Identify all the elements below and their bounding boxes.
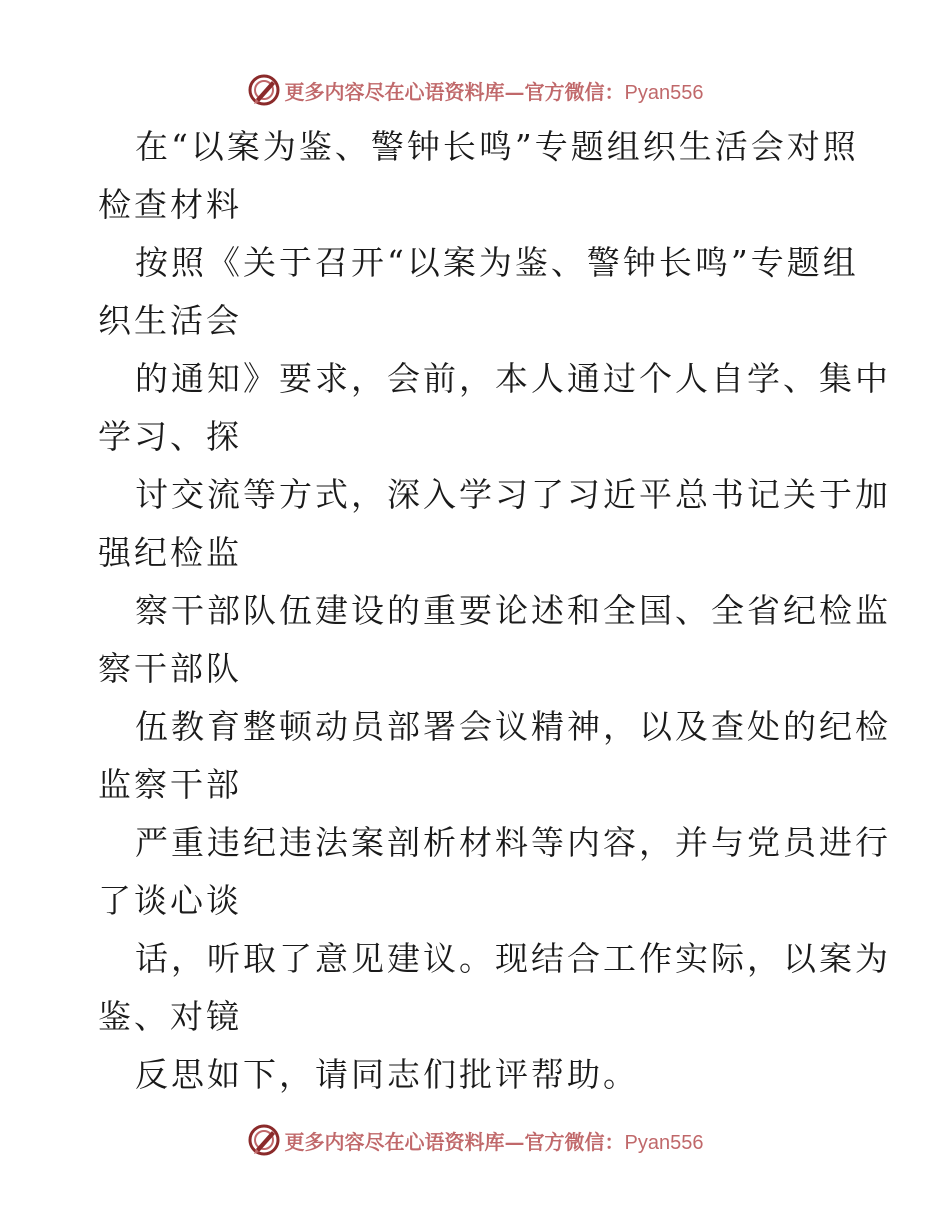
pen-logo-icon <box>247 1123 281 1157</box>
header-banner <box>0 70 950 110</box>
footer-banner-handle: Pyan556 <box>624 1131 704 1154</box>
footer-banner-text: 更多内容尽在心语资料库—官方微信：Pyan556 <box>284 1129 704 1154</box>
footer-banner <box>0 1120 950 1160</box>
paragraph-line: 话，听取了意见建议。现结合工作实际，以案为 <box>135 939 891 978</box>
paragraph-line: 织生活会 <box>98 301 242 340</box>
paragraph-line: 的通知》要求，会前，本人通过个人自学、集中 <box>135 359 891 398</box>
paragraph-line: 监察干部 <box>98 765 242 804</box>
title-line-1: 在“以案为鉴、警钟长鸣”专题组织生活会对照 <box>135 127 859 166</box>
paragraph-line: 伍教育整顿动员部署会议精神，以及查处的纪检 <box>135 707 891 746</box>
document-body <box>98 118 891 1104</box>
pen-logo-icon <box>247 73 281 107</box>
paragraph-line: 了谈心谈 <box>98 881 242 920</box>
paragraph-line: 严重违纪违法案剖析材料等内容，并与党员进行 <box>135 823 891 862</box>
header-banner-text: 更多内容尽在心语资料库—官方微信：Pyan556 <box>284 79 704 104</box>
paragraph-line: 反思如下，请同志们批评帮助。 <box>135 1055 639 1094</box>
paragraph-line: 按照《关于召开“以案为鉴、警钟长鸣”专题组 <box>135 243 859 282</box>
paragraph-line: 强纪检监 <box>98 533 242 572</box>
paragraph-line: 察干部队 <box>98 649 242 688</box>
header-banner-handle: Pyan556 <box>624 81 704 104</box>
paragraph-line: 察干部队伍建设的重要论述和全国、全省纪检监 <box>135 591 891 630</box>
paragraph-line: 学习、探 <box>98 417 242 456</box>
paragraph-line: 讨交流等方式，深入学习了习近平总书记关于加 <box>135 475 891 514</box>
paragraph-line: 鉴、对镜 <box>98 997 242 1036</box>
title-line-2: 检查材料 <box>98 185 242 224</box>
